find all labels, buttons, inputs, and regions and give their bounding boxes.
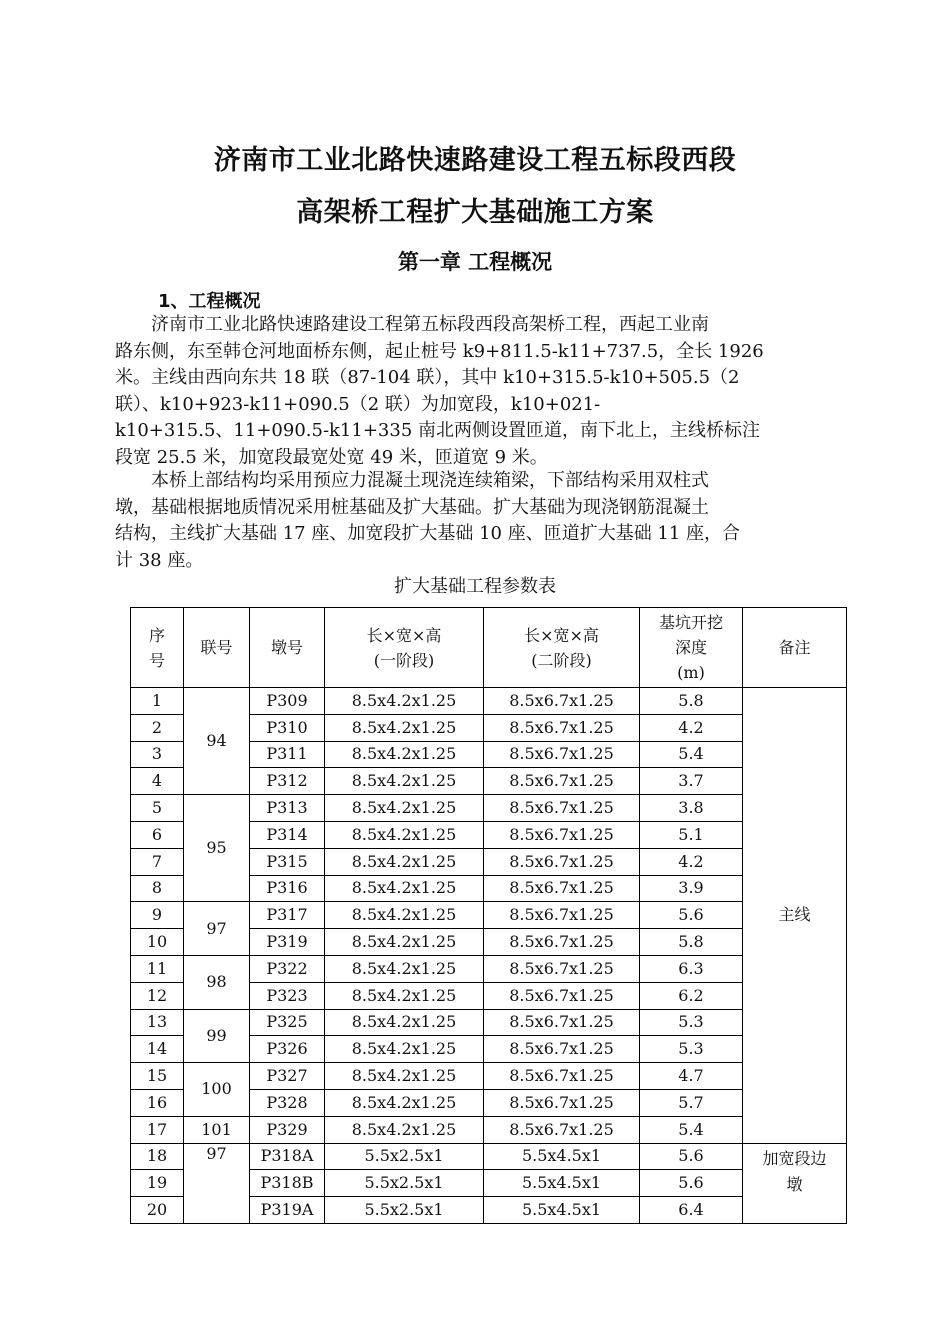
table-caption: 扩大基础工程参数表	[394, 576, 556, 597]
cell-seq: 7	[131, 848, 184, 875]
cell-seq: 1	[131, 688, 184, 715]
text-line: 本桥上部结构均采用预应力混凝土现浇连续箱梁，下部结构采用双柱式	[115, 470, 709, 491]
cell-seq: 16	[131, 1089, 184, 1116]
cell-depth: 6.2	[640, 982, 743, 1009]
cell-pier: P328	[250, 1089, 325, 1116]
cell-dim2: 8.5x6.7x1.25	[484, 929, 640, 956]
cell-dim1: 8.5x4.2x1.25	[325, 768, 484, 795]
cell-seq: 19	[131, 1170, 184, 1197]
table-row	[131, 955, 847, 982]
cell-depth: 5.8	[640, 688, 743, 715]
cell-pier: P325	[250, 1009, 325, 1036]
chapter-heading: 第一章 工程概况	[397, 250, 553, 274]
overview-paragraph	[115, 312, 860, 471]
doc-title-line1: 济南市工业北路快速路建设工程五标段西段	[213, 145, 737, 176]
cell-pier: P327	[250, 1063, 325, 1090]
cell-depth: 3.9	[640, 875, 743, 902]
cell-dim1: 5.5x2.5x1	[325, 1197, 484, 1224]
cell-seq: 4	[131, 768, 184, 795]
cell-depth: 5.3	[640, 1036, 743, 1063]
cell-seq: 10	[131, 929, 184, 956]
cell-dim2: 8.5x6.7x1.25	[484, 1063, 640, 1090]
cell-dim1: 5.5x2.5x1	[325, 1170, 484, 1197]
header-dim1	[325, 608, 484, 688]
cell-depth: 5.3	[640, 1009, 743, 1036]
cell-seq: 11	[131, 955, 184, 982]
cell-pier: P316	[250, 875, 325, 902]
cell-dim1: 8.5x4.2x1.25	[325, 1063, 484, 1090]
cell-dim1: 8.5x4.2x1.25	[325, 795, 484, 822]
text-line: 计 38 座。	[115, 549, 204, 571]
cell-unit: 100	[184, 1063, 250, 1117]
cell-pier: P329	[250, 1116, 325, 1143]
text-line: 路东侧，东至韩仓河地面桥东侧，起止桩号 k9+811.5-k11+737.5，全长 1926	[115, 340, 764, 362]
cell-unit: 95	[184, 795, 250, 902]
table-row	[131, 688, 847, 715]
cell-dim1: 8.5x4.2x1.25	[325, 714, 484, 741]
table-row	[131, 1063, 847, 1090]
cell-pier: P319A	[250, 1197, 325, 1224]
cell-dim1: 8.5x4.2x1.25	[325, 982, 484, 1009]
cell-depth: 3.8	[640, 795, 743, 822]
cell-dim2: 5.5x4.5x1	[484, 1143, 640, 1170]
cell-dim2: 8.5x6.7x1.25	[484, 1116, 640, 1143]
header-depth	[640, 608, 743, 688]
cell-pier: P312	[250, 768, 325, 795]
cell-dim2: 5.5x4.5x1	[484, 1197, 640, 1224]
cell-dim1: 5.5x2.5x1	[325, 1143, 484, 1170]
table-row	[131, 1009, 847, 1036]
header-unit: 联号	[184, 608, 250, 688]
cell-dim1: 8.5x4.2x1.25	[325, 1116, 484, 1143]
cell-depth: 5.4	[640, 741, 743, 768]
cell-pier: P310	[250, 714, 325, 741]
cell-pier: P309	[250, 688, 325, 715]
text-line: k10+315.5、11+090.5-k11+335 南北两侧设置匝道，南下北上，主线桥标注	[115, 420, 760, 441]
table-header-row	[131, 608, 847, 688]
cell-depth: 3.7	[640, 768, 743, 795]
cell-dim1: 8.5x4.2x1.25	[325, 929, 484, 956]
cell-pier: P319	[250, 929, 325, 956]
cell-dim1: 8.5x4.2x1.25	[325, 741, 484, 768]
cell-depth: 5.8	[640, 929, 743, 956]
cell-depth: 5.6	[640, 1170, 743, 1197]
cell-dim1: 8.5x4.2x1.25	[325, 1089, 484, 1116]
cell-depth: 5.7	[640, 1089, 743, 1116]
cell-pier: P318A	[250, 1143, 325, 1170]
cell-pier: P322	[250, 955, 325, 982]
cell-pier: P314	[250, 821, 325, 848]
cell-depth: 5.6	[640, 902, 743, 929]
cell-dim2: 8.5x6.7x1.25	[484, 1009, 640, 1036]
foundation-parameter-table	[130, 607, 847, 1224]
doc-title-line2: 高架桥工程扩大基础施工方案	[296, 197, 654, 228]
cell-seq: 13	[131, 1009, 184, 1036]
cell-depth: 5.4	[640, 1116, 743, 1143]
cell-dim2: 8.5x6.7x1.25	[484, 795, 640, 822]
header-remark: 备注	[743, 608, 847, 688]
cell-pier: P326	[250, 1036, 325, 1063]
cell-pier: P323	[250, 982, 325, 1009]
cell-dim1: 8.5x4.2x1.25	[325, 848, 484, 875]
structure-paragraph	[115, 468, 860, 574]
header-dim2-line: 长×宽×高	[524, 625, 599, 645]
header-dim2-line: (二阶段)	[531, 650, 592, 670]
header-seq	[131, 608, 184, 688]
cell-depth: 4.2	[640, 714, 743, 741]
text-line: 墩，基础根据地质情况采用桩基础及扩大基础。扩大基础为现浇钢筋混凝土	[115, 496, 709, 518]
cell-pier: P317	[250, 902, 325, 929]
cell-seq: 8	[131, 875, 184, 902]
header-seq-line: 号	[148, 650, 165, 670]
cell-dim1: 8.5x4.2x1.25	[325, 1009, 484, 1036]
cell-seq: 5	[131, 795, 184, 822]
cell-unit: 97	[184, 902, 250, 956]
header-depth-line: 基坑开挖	[658, 613, 723, 632]
cell-pier: P313	[250, 795, 325, 822]
table-row	[131, 795, 847, 822]
cell-depth: 4.2	[640, 848, 743, 875]
text-line: 联）、k10+923-k11+090.5（2 联）为加宽段，k10+021-	[115, 393, 601, 415]
header-pier: 墩号	[250, 608, 325, 688]
cell-dim2: 8.5x6.7x1.25	[484, 982, 640, 1009]
cell-seq: 17	[131, 1116, 184, 1143]
cell-depth: 6.4	[640, 1197, 743, 1224]
cell-seq: 20	[131, 1197, 184, 1224]
cell-depth: 5.6	[640, 1143, 743, 1170]
text-line: 济南市工业北路快速路建设工程第五标段西段高架桥工程，西起工业南	[115, 314, 709, 335]
cell-seq: 6	[131, 821, 184, 848]
header-dim2	[484, 608, 640, 688]
cell-dim2: 8.5x6.7x1.25	[484, 714, 640, 741]
section-heading: 1、工程概况	[158, 291, 261, 312]
table-row	[131, 1116, 847, 1143]
cell-seq: 2	[131, 714, 184, 741]
remark-line: 墩	[786, 1174, 803, 1194]
remark-line: 加宽段边	[762, 1148, 827, 1168]
header-depth-line: 深度	[674, 638, 707, 657]
header-dim1-line: (一阶段)	[373, 650, 435, 670]
cell-remark-mainline: 主线	[743, 688, 847, 1144]
cell-dim1: 8.5x4.2x1.25	[325, 955, 484, 982]
cell-remark-widened	[743, 1143, 847, 1223]
cell-unit: 98	[184, 955, 250, 1009]
cell-dim1: 8.5x4.2x1.25	[325, 875, 484, 902]
cell-depth: 6.3	[640, 955, 743, 982]
cell-dim2: 8.5x6.7x1.25	[484, 821, 640, 848]
cell-unit: 94	[184, 688, 250, 795]
text-line: 米。主线由西向东共 18 联（87-104 联），其中 k10+315.5-k10+505.5（2	[115, 367, 740, 388]
cell-dim2: 5.5x4.5x1	[484, 1170, 640, 1197]
header-dim1-line: 长×宽×高	[366, 625, 442, 645]
cell-seq: 12	[131, 982, 184, 1009]
cell-dim2: 8.5x6.7x1.25	[484, 848, 640, 875]
cell-depth: 4.7	[640, 1063, 743, 1090]
cell-dim2: 8.5x6.7x1.25	[484, 768, 640, 795]
cell-dim1: 8.5x4.2x1.25	[325, 688, 484, 715]
cell-dim2: 8.5x6.7x1.25	[484, 875, 640, 902]
header-depth-line: (m)	[677, 663, 705, 682]
cell-pier: P315	[250, 848, 325, 875]
header-seq-line: 序	[148, 625, 165, 645]
table-row	[131, 1143, 847, 1170]
cell-seq: 15	[131, 1063, 184, 1090]
table-row	[131, 902, 847, 929]
cell-dim1: 8.5x4.2x1.25	[325, 821, 484, 848]
cell-dim1: 8.5x4.2x1.25	[325, 1036, 484, 1063]
cell-dim2: 8.5x6.7x1.25	[484, 741, 640, 768]
cell-depth: 5.1	[640, 821, 743, 848]
cell-seq: 18	[131, 1143, 184, 1170]
cell-dim2: 8.5x6.7x1.25	[484, 1036, 640, 1063]
cell-seq: 3	[131, 741, 184, 768]
text-line: 段宽 25.5 米，加宽段最宽处宽 49 米，匝道宽 9 米。	[115, 446, 548, 468]
cell-unit: 101	[184, 1116, 250, 1143]
cell-pier: P318B	[250, 1170, 325, 1197]
cell-seq: 14	[131, 1036, 184, 1063]
cell-dim2: 8.5x6.7x1.25	[484, 1089, 640, 1116]
cell-pier: P311	[250, 741, 325, 768]
cell-dim2: 8.5x6.7x1.25	[484, 902, 640, 929]
cell-unit: 99	[184, 1009, 250, 1063]
cell-dim2: 8.5x6.7x1.25	[484, 955, 640, 982]
cell-dim1: 8.5x4.2x1.25	[325, 902, 484, 929]
cell-seq: 9	[131, 902, 184, 929]
cell-dim2: 8.5x6.7x1.25	[484, 688, 640, 715]
cell-unit: 97	[184, 1143, 250, 1223]
text-line: 结构，主线扩大基础 17 座、加宽段扩大基础 10 座、匝道扩大基础 11 座，合	[115, 523, 741, 544]
